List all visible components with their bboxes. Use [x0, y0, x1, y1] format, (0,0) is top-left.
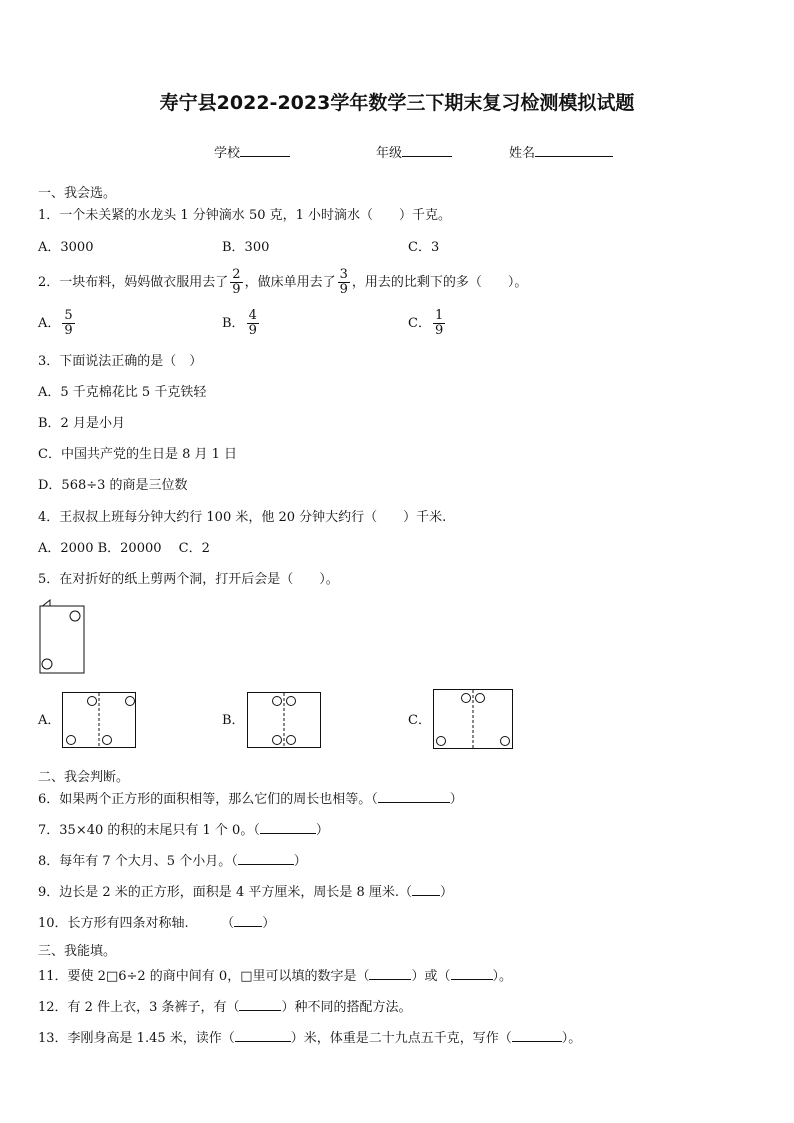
hole-circle — [287, 736, 296, 745]
q2-f1-denominator: 9 — [232, 282, 241, 297]
q2-a-label: A． — [38, 316, 61, 331]
q2-fraction-2 — [338, 268, 350, 297]
q2-b-denominator: 9 — [248, 323, 257, 338]
q7-close-paren: ） — [315, 823, 329, 838]
hole-circle — [126, 697, 135, 706]
folded-paper-figure — [36, 598, 88, 676]
q9-close-paren: ） — [440, 885, 454, 900]
grade-blank[interactable] — [402, 144, 452, 157]
q13-line — [38, 1029, 581, 1048]
q11-answer-blank-1[interactable] — [369, 967, 411, 980]
q8-answer-blank[interactable] — [238, 852, 294, 865]
q2-option-a[interactable] — [38, 306, 77, 342]
q9-line — [38, 883, 453, 902]
q9-text: 9．边长是 2 米的正方形，面积是 4 平方厘米，周长是 8 厘米.（ — [38, 885, 413, 900]
q2-b-fraction — [247, 309, 259, 338]
hole-circle — [501, 737, 510, 746]
q2-c-label: C． — [408, 316, 431, 331]
hole-circle — [462, 694, 471, 703]
q3-stem: 3．下面说法正确的是（ ） — [38, 354, 203, 369]
q11-answer-blank-2[interactable] — [451, 967, 493, 980]
q2-a-denominator: 9 — [64, 323, 73, 338]
q3-option-d[interactable]: D．568÷3 的商是三位数 — [38, 478, 188, 493]
q8-line — [38, 852, 307, 871]
q8-close-paren: ） — [293, 854, 307, 869]
q2-option-c[interactable] — [408, 306, 447, 342]
q2-text-1: 2．一块布料，妈妈做衣服用去了 — [38, 275, 229, 290]
q4-stem: 4．王叔叔上班每分钟大约行 100 米，他 20 分钟大约行（ ）千米. — [38, 510, 447, 525]
q2-option-b[interactable] — [222, 306, 261, 342]
page-title: 寿宁县2022-2023学年数学三下期末复习检测模拟试题 — [159, 92, 635, 114]
q12-answer-blank[interactable] — [239, 998, 281, 1011]
q1-stem: 1．一个未关紧的水龙头 1 分钟滴水 50 克，1 小时滴水（ ）千克。 — [38, 208, 452, 223]
q13-answer-blank-1[interactable] — [235, 1029, 291, 1042]
q10-line — [38, 914, 275, 933]
q7-answer-blank[interactable] — [260, 821, 316, 834]
q1-option-c[interactable]: C．3 — [408, 240, 440, 255]
q1-option-b[interactable]: B．300 — [222, 240, 270, 255]
q2-fraction-1 — [230, 268, 242, 297]
q13-close-paren: ）。 — [561, 1031, 582, 1046]
q11-line — [38, 967, 512, 986]
q2-text-2: ，做床单用去了 — [244, 275, 336, 290]
q10-answer-blank[interactable] — [234, 914, 262, 927]
q2-c-numerator: 1 — [434, 308, 444, 323]
q2-stem — [38, 265, 527, 301]
hole-circle — [88, 697, 97, 706]
name-field — [509, 142, 613, 161]
q4-options[interactable]: A．2000 B．20000 C．2 — [38, 541, 210, 556]
q2-c-fraction — [433, 309, 445, 338]
q13-text-1: 13．李刚身高是 1.45 米，读作（ — [38, 1031, 235, 1046]
paper-rect — [40, 606, 84, 673]
q5-option-b-figure[interactable] — [247, 692, 321, 748]
q9-answer-blank[interactable] — [412, 883, 440, 896]
hole-circle — [287, 697, 296, 706]
section-1-heading: 一、我会选。 — [38, 186, 117, 201]
q5-option-b-label[interactable]: B． — [222, 713, 245, 728]
hole-circle — [476, 694, 485, 703]
q2-f1-numerator: 2 — [232, 267, 241, 282]
q11-text-2: ）或（ — [411, 969, 451, 984]
name-label: 姓名 — [509, 146, 536, 161]
hole-circle — [103, 736, 112, 745]
hole-circle — [273, 736, 282, 745]
q5-option-a-figure[interactable] — [62, 692, 136, 748]
section-2-heading: 二、我会判断。 — [38, 770, 130, 785]
q3-option-c[interactable]: C．中国共产党的生日是 8 月 1 日 — [38, 447, 238, 462]
grade-field — [376, 142, 452, 161]
q11-text-1: 11．要使 2□6÷2 的商中间有 0，□里可以填的数字是（ — [38, 969, 370, 984]
q12-text-end: ）种不同的搭配方法。 — [281, 1000, 412, 1015]
q3-option-a[interactable]: A．5 千克棉花比 5 千克铁轻 — [38, 385, 207, 400]
q8-text: 8．每年有 7 个大月、5 个小月。（ — [38, 854, 238, 869]
q2-c-denominator: 9 — [434, 323, 444, 338]
q7-line — [38, 821, 329, 840]
hole-circle — [437, 737, 446, 746]
q13-answer-blank-2[interactable] — [512, 1029, 562, 1042]
q2-f2-numerator: 3 — [339, 267, 348, 282]
hole-circle — [273, 697, 282, 706]
q2-b-numerator: 4 — [248, 308, 257, 323]
section-3-heading: 三、我能填。 — [38, 944, 117, 959]
school-label: 学校 — [214, 146, 241, 161]
q10-text: 10．长方形有四条对称轴. （ — [38, 916, 235, 931]
q5-option-c-figure[interactable] — [433, 689, 513, 749]
q2-a-numerator: 5 — [64, 308, 73, 323]
q5-stem: 5．在对折好的纸上剪两个洞，打开后会是（ ）。 — [38, 572, 339, 587]
grade-label: 年级 — [376, 146, 403, 161]
q13-text-2: ）米，体重是二十九点五千克，写作（ — [290, 1031, 512, 1046]
name-blank[interactable] — [535, 144, 613, 157]
school-field — [214, 142, 290, 161]
q10-close-paren: ） — [262, 916, 276, 931]
q2-f2-denominator: 9 — [339, 282, 348, 297]
q6-line — [38, 790, 463, 809]
q12-text-1: 12．有 2 件上衣，3 条裤子，有（ — [38, 1000, 240, 1015]
q6-text: 6．如果两个正方形的面积相等，那么它们的周长也相等。（ — [38, 792, 378, 807]
q3-option-b[interactable]: B．2 月是小月 — [38, 416, 125, 431]
q2-b-label: B． — [222, 316, 245, 331]
q6-answer-blank[interactable] — [378, 790, 450, 803]
hole-circle — [67, 736, 76, 745]
q2-a-fraction — [62, 309, 74, 338]
q12-line — [38, 998, 412, 1017]
school-blank[interactable] — [240, 144, 290, 157]
q1-option-a[interactable]: A．3000 — [38, 240, 94, 255]
q5-option-a-label[interactable]: A． — [38, 713, 61, 728]
q6-close-paren: ） — [449, 792, 463, 807]
q5-option-c-label[interactable]: C． — [408, 713, 431, 728]
q2-text-3: ，用去的比剩下的多（ ）。 — [351, 275, 528, 290]
q7-text: 7．35×40 的积的末尾只有 1 个 0。（ — [38, 823, 260, 838]
q11-close-paren: ）。 — [492, 969, 513, 984]
